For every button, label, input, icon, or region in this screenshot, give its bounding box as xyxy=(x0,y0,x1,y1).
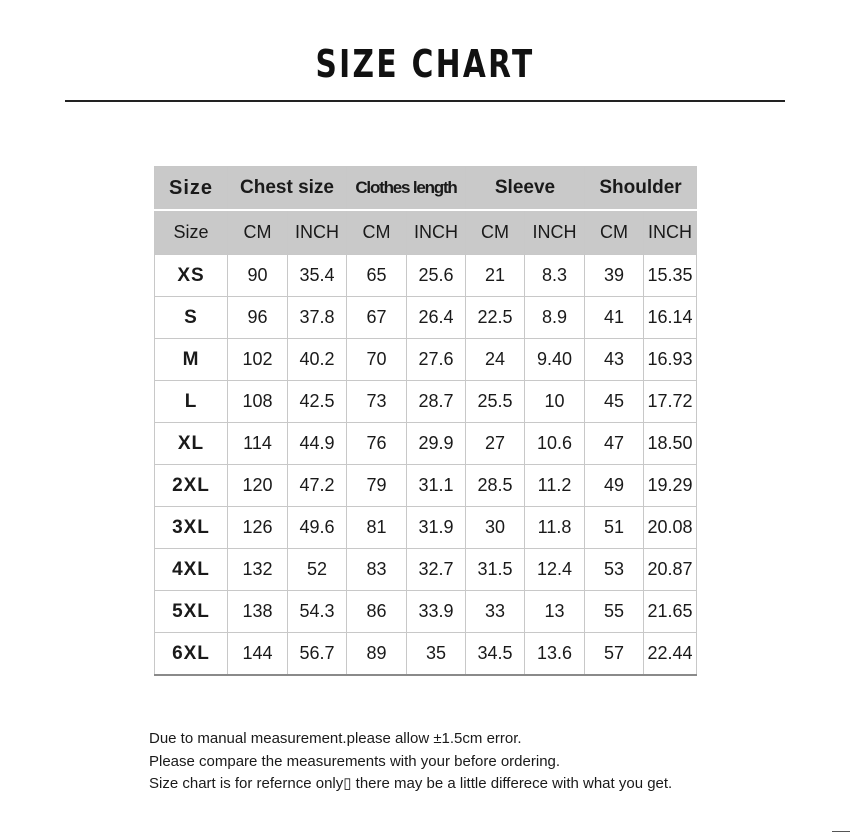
sleeve-cm: 22.5 xyxy=(466,297,525,339)
length-inch: 32.7 xyxy=(407,549,466,591)
shoulder-inch: 15.35 xyxy=(644,255,697,297)
length-cm: 81 xyxy=(347,507,407,549)
sleeve-cm: 27 xyxy=(466,423,525,465)
table-row xyxy=(155,507,697,549)
sleeve-cm: 25.5 xyxy=(466,381,525,423)
shoulder-inch: 21.65 xyxy=(644,591,697,633)
length-cm: 73 xyxy=(347,381,407,423)
length-inch: 31.9 xyxy=(407,507,466,549)
subheader-sleeve-inch: INCH xyxy=(525,210,585,255)
length-cm: 86 xyxy=(347,591,407,633)
length-cm: 70 xyxy=(347,339,407,381)
shoulder-cm: 53 xyxy=(585,549,644,591)
shoulder-inch: 20.87 xyxy=(644,549,697,591)
sleeve-inch: 8.3 xyxy=(525,255,585,297)
length-cm: 67 xyxy=(347,297,407,339)
title-divider xyxy=(65,100,785,102)
subheader-size: Size xyxy=(155,210,228,255)
sleeve-inch: 12.4 xyxy=(525,549,585,591)
size-chart-table xyxy=(154,166,697,676)
subheader-length-inch: INCH xyxy=(407,210,466,255)
chest-inch: 47.2 xyxy=(288,465,347,507)
header-size: Size xyxy=(155,167,228,211)
shoulder-inch: 22.44 xyxy=(644,633,697,676)
size-label: 2XL xyxy=(155,465,228,507)
chest-inch: 37.8 xyxy=(288,297,347,339)
shoulder-inch: 17.72 xyxy=(644,381,697,423)
sleeve-inch: 11.8 xyxy=(525,507,585,549)
subheader-length-cm: CM xyxy=(347,210,407,255)
sleeve-cm: 31.5 xyxy=(466,549,525,591)
sleeve-cm: 21 xyxy=(466,255,525,297)
table-unit-header-row xyxy=(155,210,697,255)
chest-inch: 52 xyxy=(288,549,347,591)
length-cm: 79 xyxy=(347,465,407,507)
sleeve-inch: 10.6 xyxy=(525,423,585,465)
chest-cm: 144 xyxy=(228,633,288,676)
shoulder-cm: 49 xyxy=(585,465,644,507)
subheader-shoulder-cm: CM xyxy=(585,210,644,255)
sleeve-inch: 13 xyxy=(525,591,585,633)
shoulder-cm: 47 xyxy=(585,423,644,465)
length-inch: 27.6 xyxy=(407,339,466,381)
size-label: XS xyxy=(155,255,228,297)
chest-cm: 126 xyxy=(228,507,288,549)
table-row xyxy=(155,381,697,423)
length-inch: 25.6 xyxy=(407,255,466,297)
shoulder-cm: 43 xyxy=(585,339,644,381)
note-line: Please compare the measurements with your before ordering. xyxy=(149,752,561,770)
table-row xyxy=(155,423,697,465)
size-label: S xyxy=(155,297,228,339)
header-chest-size: Chest size xyxy=(228,167,347,211)
size-label: M xyxy=(155,339,228,381)
sleeve-inch: 8.9 xyxy=(525,297,585,339)
corner-dash xyxy=(832,831,850,832)
table-row xyxy=(155,297,697,339)
size-label: 5XL xyxy=(155,591,228,633)
sleeve-cm: 34.5 xyxy=(466,633,525,676)
chest-cm: 120 xyxy=(228,465,288,507)
sleeve-cm: 24 xyxy=(466,339,525,381)
header-shoulder: Shoulder xyxy=(585,167,697,211)
table-row xyxy=(155,339,697,381)
table-row xyxy=(155,465,697,507)
shoulder-cm: 55 xyxy=(585,591,644,633)
sleeve-inch: 10 xyxy=(525,381,585,423)
subheader-sleeve-cm: CM xyxy=(466,210,525,255)
table-row xyxy=(155,633,697,676)
sleeve-cm: 33 xyxy=(466,591,525,633)
table-row xyxy=(155,591,697,633)
chest-cm: 102 xyxy=(228,339,288,381)
sleeve-cm: 28.5 xyxy=(466,465,525,507)
note-line: Due to manual measurement.please allow ±1.5cm error. xyxy=(149,730,522,747)
size-label: 6XL xyxy=(155,633,228,676)
note-line: Size chart is for refernce only▯ there may be a little differece with what you get. xyxy=(149,775,673,792)
header-sleeve: Sleeve xyxy=(466,167,585,211)
sleeve-inch: 9.40 xyxy=(525,339,585,381)
sleeve-inch: 13.6 xyxy=(525,633,585,676)
chest-cm: 108 xyxy=(228,381,288,423)
length-cm: 89 xyxy=(347,633,407,676)
measurement-notes xyxy=(149,728,672,796)
shoulder-inch: 16.93 xyxy=(644,339,697,381)
length-inch: 26.4 xyxy=(407,297,466,339)
chest-cm: 96 xyxy=(228,297,288,339)
shoulder-cm: 39 xyxy=(585,255,644,297)
length-inch: 35 xyxy=(407,633,466,676)
shoulder-inch: 16.14 xyxy=(644,297,697,339)
sleeve-cm: 30 xyxy=(466,507,525,549)
chest-cm: 90 xyxy=(228,255,288,297)
chest-cm: 114 xyxy=(228,423,288,465)
shoulder-cm: 57 xyxy=(585,633,644,676)
shoulder-cm: 45 xyxy=(585,381,644,423)
sleeve-inch: 11.2 xyxy=(525,465,585,507)
chest-cm: 138 xyxy=(228,591,288,633)
chest-cm: 132 xyxy=(228,549,288,591)
table-group-header-row xyxy=(155,167,697,211)
table-row xyxy=(155,255,697,297)
size-label: 3XL xyxy=(155,507,228,549)
shoulder-cm: 51 xyxy=(585,507,644,549)
header-clothes-length: Clothes length xyxy=(347,167,466,211)
subheader-chest-cm: CM xyxy=(228,210,288,255)
subheader-chest-inch: INCH xyxy=(288,210,347,255)
size-label: 4XL xyxy=(155,549,228,591)
length-cm: 65 xyxy=(347,255,407,297)
shoulder-inch: 18.50 xyxy=(644,423,697,465)
chest-inch: 56.7 xyxy=(288,633,347,676)
chest-inch: 42.5 xyxy=(288,381,347,423)
length-inch: 31.1 xyxy=(407,465,466,507)
shoulder-inch: 19.29 xyxy=(644,465,697,507)
chest-inch: 54.3 xyxy=(288,591,347,633)
page-title: SIZE CHART xyxy=(315,42,535,86)
shoulder-cm: 41 xyxy=(585,297,644,339)
length-inch: 33.9 xyxy=(407,591,466,633)
table-row xyxy=(155,549,697,591)
size-label: XL xyxy=(155,423,228,465)
chest-inch: 35.4 xyxy=(288,255,347,297)
subheader-shoulder-inch: INCH xyxy=(644,210,697,255)
length-inch: 29.9 xyxy=(407,423,466,465)
chest-inch: 49.6 xyxy=(288,507,347,549)
length-cm: 83 xyxy=(347,549,407,591)
length-inch: 28.7 xyxy=(407,381,466,423)
length-cm: 76 xyxy=(347,423,407,465)
size-label: L xyxy=(155,381,228,423)
chest-inch: 40.2 xyxy=(288,339,347,381)
shoulder-inch: 20.08 xyxy=(644,507,697,549)
chest-inch: 44.9 xyxy=(288,423,347,465)
